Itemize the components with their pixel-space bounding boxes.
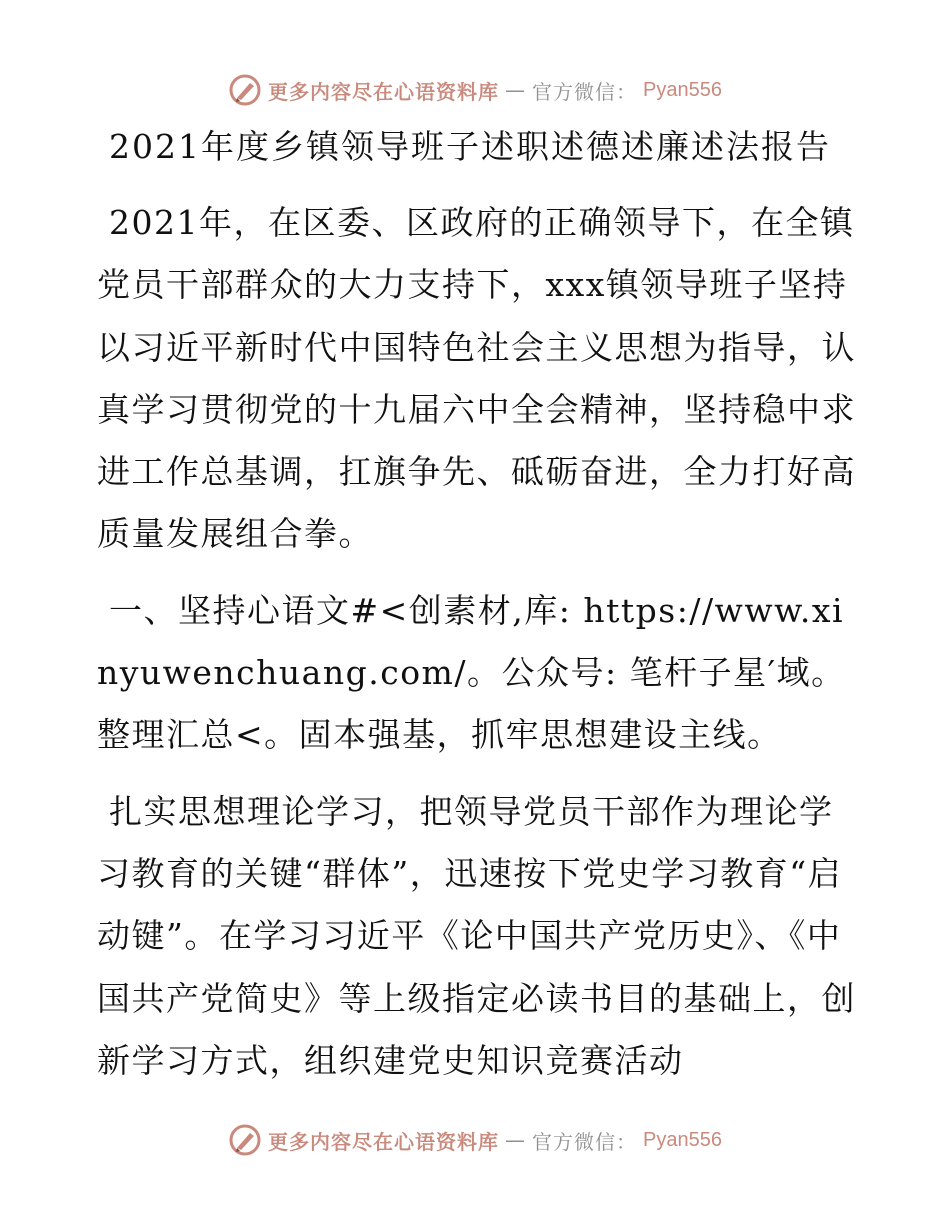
paragraph-1: 2021年，在区委、区政府的正确领导下，在全镇党员干部群众的大力支持下，xxx镇领导班子坚持以习近平新时代中国特色社会主义思想为指导，认真学习贯彻党的十九届六中全会精神，坚持稳中求进工作总基调，扛旗争先、砥砺奋进，全力打好高质量发展组合拳。 bbox=[97, 203, 856, 554]
watermark-wechat-id: Pyan556 bbox=[643, 1128, 722, 1151]
watermark-dash: — bbox=[505, 78, 527, 102]
watermark-footer bbox=[0, 1120, 950, 1160]
watermark-sub-text: 官方微信： bbox=[532, 79, 638, 104]
watermark-sub-text: 官方微信： bbox=[532, 1129, 638, 1154]
pen-logo-icon bbox=[228, 1123, 262, 1157]
paragraph-2: 一、坚持心语文#<创素材,库: https://www.xinyuwenchuang.com/。公众号: 笔杆子星′域。整理汇总<。固本强基，抓牢思想建设主线。 bbox=[97, 590, 846, 755]
watermark-main-text: 更多内容尽在心语资料库 bbox=[268, 1129, 500, 1154]
pen-logo-icon bbox=[228, 73, 262, 107]
document-body bbox=[97, 124, 857, 1106]
document-title: 2021年度乡镇领导班子述职述德述廉述法报告 bbox=[109, 127, 831, 166]
watermark-wechat-id: Pyan556 bbox=[643, 78, 722, 101]
watermark-main-text: 更多内容尽在心语资料库 bbox=[268, 79, 500, 104]
watermark-header bbox=[0, 70, 950, 110]
paragraph-3: 扎实思想理论学习，把领导党员干部作为理论学习教育的关键“群体”，迅速按下党史学习教育“启动键”。在学习习近平《论中国共产党历史》、《中国共产党简史》等上级指定必读书目的基础上，创新学习方式，组织建党史知识竞赛活动 bbox=[97, 791, 856, 1080]
watermark-dash: — bbox=[505, 1128, 527, 1152]
